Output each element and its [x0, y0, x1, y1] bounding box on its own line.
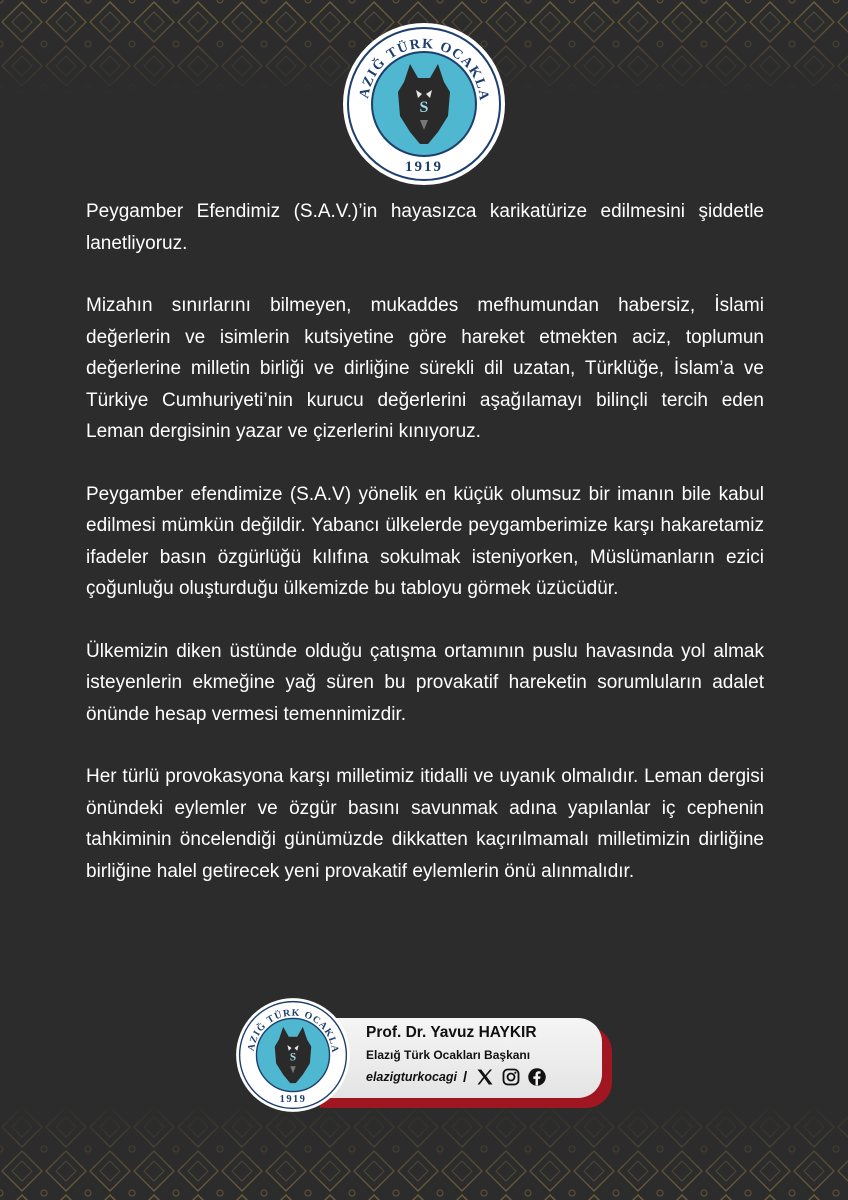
signatory-title: Elazığ Türk Ocakları Başkanı	[366, 1048, 531, 1062]
logo-arc-text: AZIĞ TÜRK OCAKLA	[357, 36, 492, 103]
signature-logo-emblem-letter: S	[289, 1051, 297, 1064]
signatory-name: Prof. Dr. Yavuz HAYKIR	[366, 1024, 537, 1041]
signature-block	[234, 996, 614, 1114]
social-handle[interactable]: elazigturkocagi	[366, 1070, 457, 1084]
x-icon[interactable]	[475, 1067, 495, 1087]
statement-body	[86, 196, 764, 918]
social-separator: /	[463, 1068, 468, 1086]
paragraph-1: Peygamber Efendimiz (S.A.V.)’in hayasızca karikatürize edilmesini şiddetle lanetliyoruz.	[86, 201, 764, 254]
logo-year: 1919	[405, 159, 443, 175]
instagram-icon[interactable]	[501, 1067, 521, 1087]
organization-logo	[340, 20, 508, 188]
paragraph-5: Her türlü provokasyona karşı milletimiz itidalli ve uyanık olmalıdır. Leman dergisi önündeki eylemler ve özgür basını savunmak adına yapılanlar iç cephenin tahkiminin öncelendiği günümüzde dikkatten kaçırılmamalı milletimizin dirliğine birliğine halel getirecek yeni provakatif eylemlerin önü alınmalıdır.	[86, 766, 764, 882]
paragraph-4: Ülkemizin diken üstünde olduğu çatışma ortamının puslu havasında yol almak isteyenlerin ekmeğine yağ süren bu provakatif hareketin sorumluların adalet önünde hesap vermesi temennimizdir.	[86, 640, 764, 725]
bottom-ornament-pattern	[0, 1105, 848, 1200]
paragraph-3: Peygamber efendimize (S.A.V) yönelik en küçük olumsuz bir imanın bile kabul edilmesi mümkün değildir. Yabancı ülkelerde peygamberimize karşı hakaretamiz ifadeler basın özgürlüğü kılıfına sokulmak isteniyorken, Müslümanların ezici çoğunluğu oluşturduğu ülkemizde bu tabloyu görmek üzücüdür.	[86, 483, 764, 599]
logo-emblem-letter: S	[419, 99, 429, 116]
signature-logo-arc-text: AZIĞ TÜRK OCAKLA	[245, 1007, 341, 1054]
facebook-icon[interactable]	[527, 1067, 547, 1087]
social-row	[366, 1066, 547, 1088]
signature-logo-year: 1919	[279, 1094, 307, 1106]
signature-logo	[234, 996, 352, 1114]
paragraph-2: Mizahın sınırlarını bilmeyen, mukaddes mefhumundan habersiz, İslami değerlerin ve isimlerin kutsiyetine göre hareket etmekten aciz, toplumun değerlerine milletin birliği ve dirliğine sürekli dil uzatan, Türklüğe, İslam’a ve Türkiye Cumhuriyeti’nin kurucu değerlerini aşağılamayı bilinçli tercih eden Leman dergisinin yazar ve çizerlerini kınıyoruz.	[86, 295, 764, 442]
